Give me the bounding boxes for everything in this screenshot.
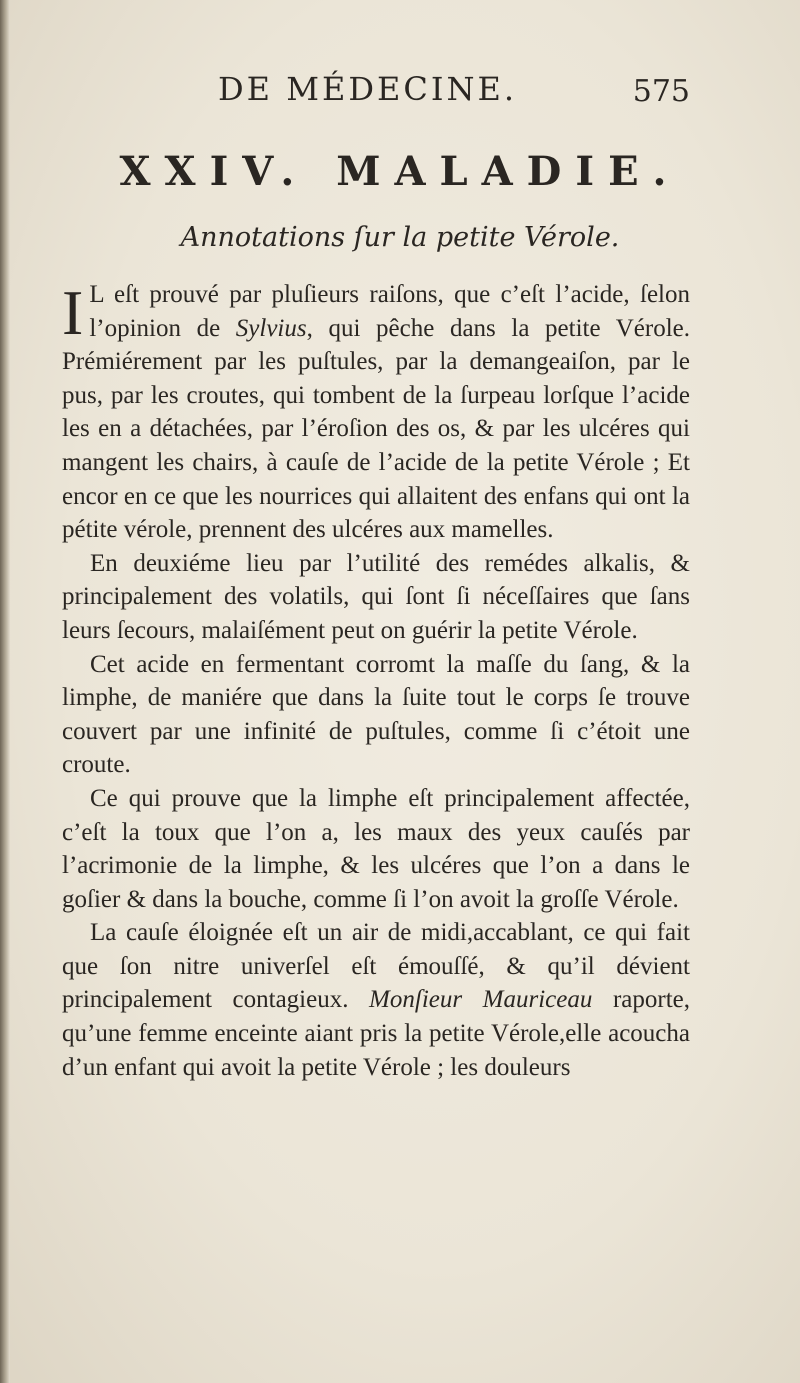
- page-number: 575: [632, 74, 690, 109]
- running-head-title: DE MÉDECINE.: [218, 70, 517, 108]
- paragraph: [62, 916, 690, 1084]
- paragraph-text: raporte, qu’une femme enceinte aiant pris la petite Vérole,elle acoucha d’un enfant qui avoit la petite Vérole ; les douleurs: [62, 986, 690, 1081]
- author-name: Sylvius: [235, 314, 307, 342]
- running-head: [0, 70, 800, 120]
- chapter-title: XXIV. MALADIE.: [119, 148, 681, 195]
- page-edge-shadow: [0, 0, 10, 1383]
- paragraph: Cet acide en fermentant corromt la maſſe du ſang, & la limphe, de maniére que dans la ſuite tout le corps ſe trouve couvert par une infinité de puſtules, comme ſi c’étoit une croute.: [62, 650, 690, 779]
- paragraph-text: La cauſe éloignée eſt un air de midi,accablant, ce qui fait que ſon nitre univerſel eſt émouſſé, & qu’il dévient principalement contagieux.: [62, 919, 690, 1014]
- drop-cap: I: [62, 277, 84, 348]
- chapter-subtitle: Annotations ſur la petite Vérole.: [180, 222, 620, 253]
- paragraph: Ce qui prouve que la limphe eſt principalement affectée, c’eſt la toux que l’on a, les maux des yeux cauſés par l’acrimonie de la limphe, & les ulcéres que l’on a dans le goſier & dans la bouche, comme ſi l’on avoit la groſſe Vérole.: [62, 784, 690, 913]
- paragraph-text: L eſt prouvé par pluſieurs raiſons, que c’eſt l’acide, ſelon l’opinion de: [89, 281, 690, 342]
- body-text: [62, 278, 690, 1084]
- author-name: Monſieur Mauriceau: [369, 986, 593, 1014]
- paragraph: [62, 278, 690, 547]
- paragraph-text: , qui pêche dans la petite Vérole. Prémiérement par les puſtules, par la demangeaiſon, par le pus, par les croutes, qui tombent de la ſurpeau lorſque l’acide les en a détachées, par l’éroſion des os, & par les ulcéres qui mangent les chairs, à cauſe de l’acide de la petite Vérole ; Et encor en ce que les nourrices qui allaitent des enfans qui ont la pétite vérole, prennent des ulcéres aux mamelles.: [62, 314, 690, 544]
- paragraph: En deuxiéme lieu par l’utilité des remédes alkalis, & principalement des volatils, qui ſont ſi néceſſaires que ſans leurs ſecours, malaiſément peut on guérir la petite Vérole.: [62, 549, 690, 644]
